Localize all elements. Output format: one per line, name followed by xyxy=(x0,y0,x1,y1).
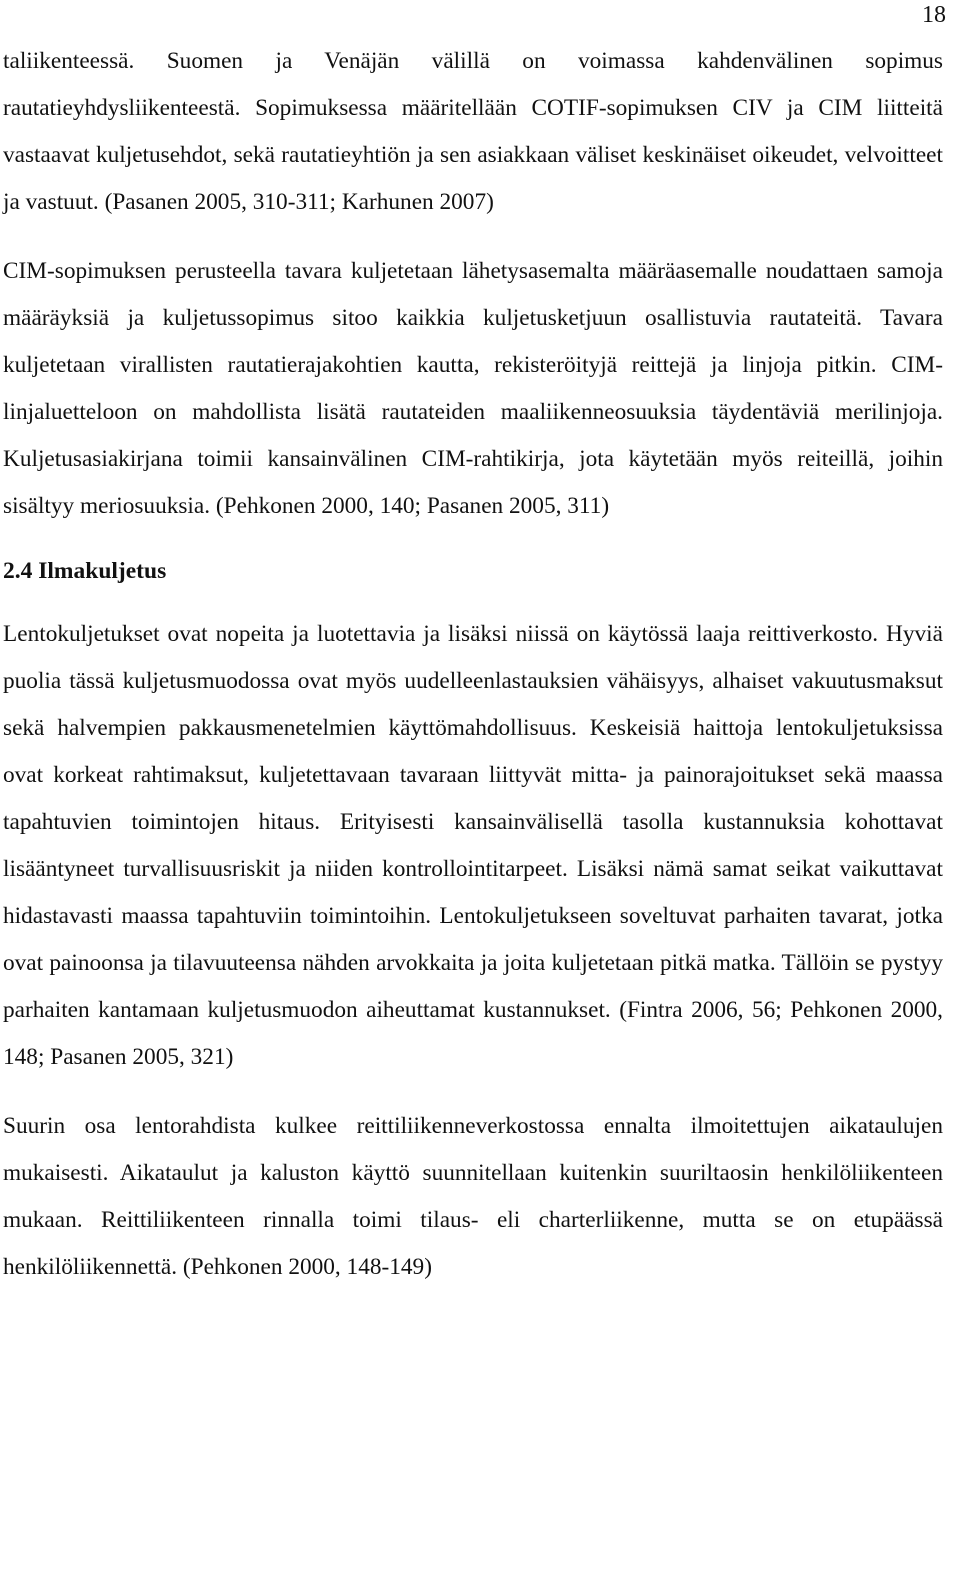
paragraph-scheduled-air-freight: Suurin osa lentorahdista kulkee reittiliikenneverkostossa ennalta ilmoitettujen aikataulujen mukaisesti. Aikataulut ja kaluston käyttö suunnitellaan kuitenkin suuriltaosin henkilöliikenteen mukaan. Reittiliikenteen rinnalla toimi tilaus- eli charterliikenne, mutta se on etupäässä henkilöliikennettä. (Pehkonen 2000, 148-149) xyxy=(3,1113,943,1280)
section-heading: 2.4 Ilmakuljetus xyxy=(3,558,167,584)
paragraph-air-transport-pros-cons: Lentokuljetukset ovat nopeita ja luotettavia ja lisäksi niissä on käytössä laaja reittiverkosto. Hyviä puolia tässä kuljetusmuodossa ovat myös uudelleenlastauksien vähäisyys, alhaiset vakuutusmaksut sekä halvempien pakkausmenetelmien käyttömahdollisuus. Keskeisiä haittoja lentokuljetuksissa ovat korkeat rahtimaksut, kuljetettavaan tavaraan liittyvät mitta- ja painorajoitukset sekä maassa tapahtuvien toimintojen hitaus. Erityisesti kansainvälisellä tasolla kustannuksia kohottavat lisääntyneet turvallisuusriskit ja niiden kontrollointitarpeet. Lisäksi nämä samat seikat vaikuttavat hidastavasti maassa tapahtuviin toimintoihin. Lentokuljetukseen soveltuvat parhaiten tavarat, jotka ovat painoonsa ja tilavuuteensa nähden arvokkaita ja joita kuljetetaan pitkä matka. Tällöin se pystyy parhaiten kantamaan kuljetusmuodon aiheuttamat kustannukset. (Fintra 2006, 56; Pehkonen 2000, 148; Pasanen 2005, 321) xyxy=(3,621,943,1070)
paragraph-rail-agreement: taliikenteessä. Suomen ja Venäjän välillä on voimassa kahdenvälinen sopimus rautatieyhdysliikenteestä. Sopimuksessa määritellään COTIF-sopimuksen CIV ja CIM liitteitä vastaavat kuljetusehdot, sekä rautatieyhtiön ja sen asiakkaan väliset keskinäiset oikeudet, velvoitteet ja vastuut. (Pasanen 2005, 310-311; Karhunen 2007) xyxy=(3,48,943,215)
document-body xyxy=(3,38,943,1291)
paragraph-cim-agreement: CIM-sopimuksen perusteella tavara kuljetetaan lähetysasemalta määräasemalle noudattaen samoja määräyksiä ja kuljetussopimus sitoo kaikkia kuljetusketjuun osallistuvia rautateitä. Tavara kuljetetaan virallisten rautatierajakohtien kautta, rekisteröityjä reittejä ja linjoja pitkin. CIM-linjaluetteloon on mahdollista lisätä rautateiden maaliikenneosuuksia täydentäviä merilinjoja. Kuljetusasiakirjana toimii kansainvälinen CIM-rahtikirja, jota käytetään myös reiteillä, joihin sisältyy meriosuuksia. (Pehkonen 2000, 140; Pasanen 2005, 311) xyxy=(3,258,943,519)
page-number: 18 xyxy=(922,2,946,28)
